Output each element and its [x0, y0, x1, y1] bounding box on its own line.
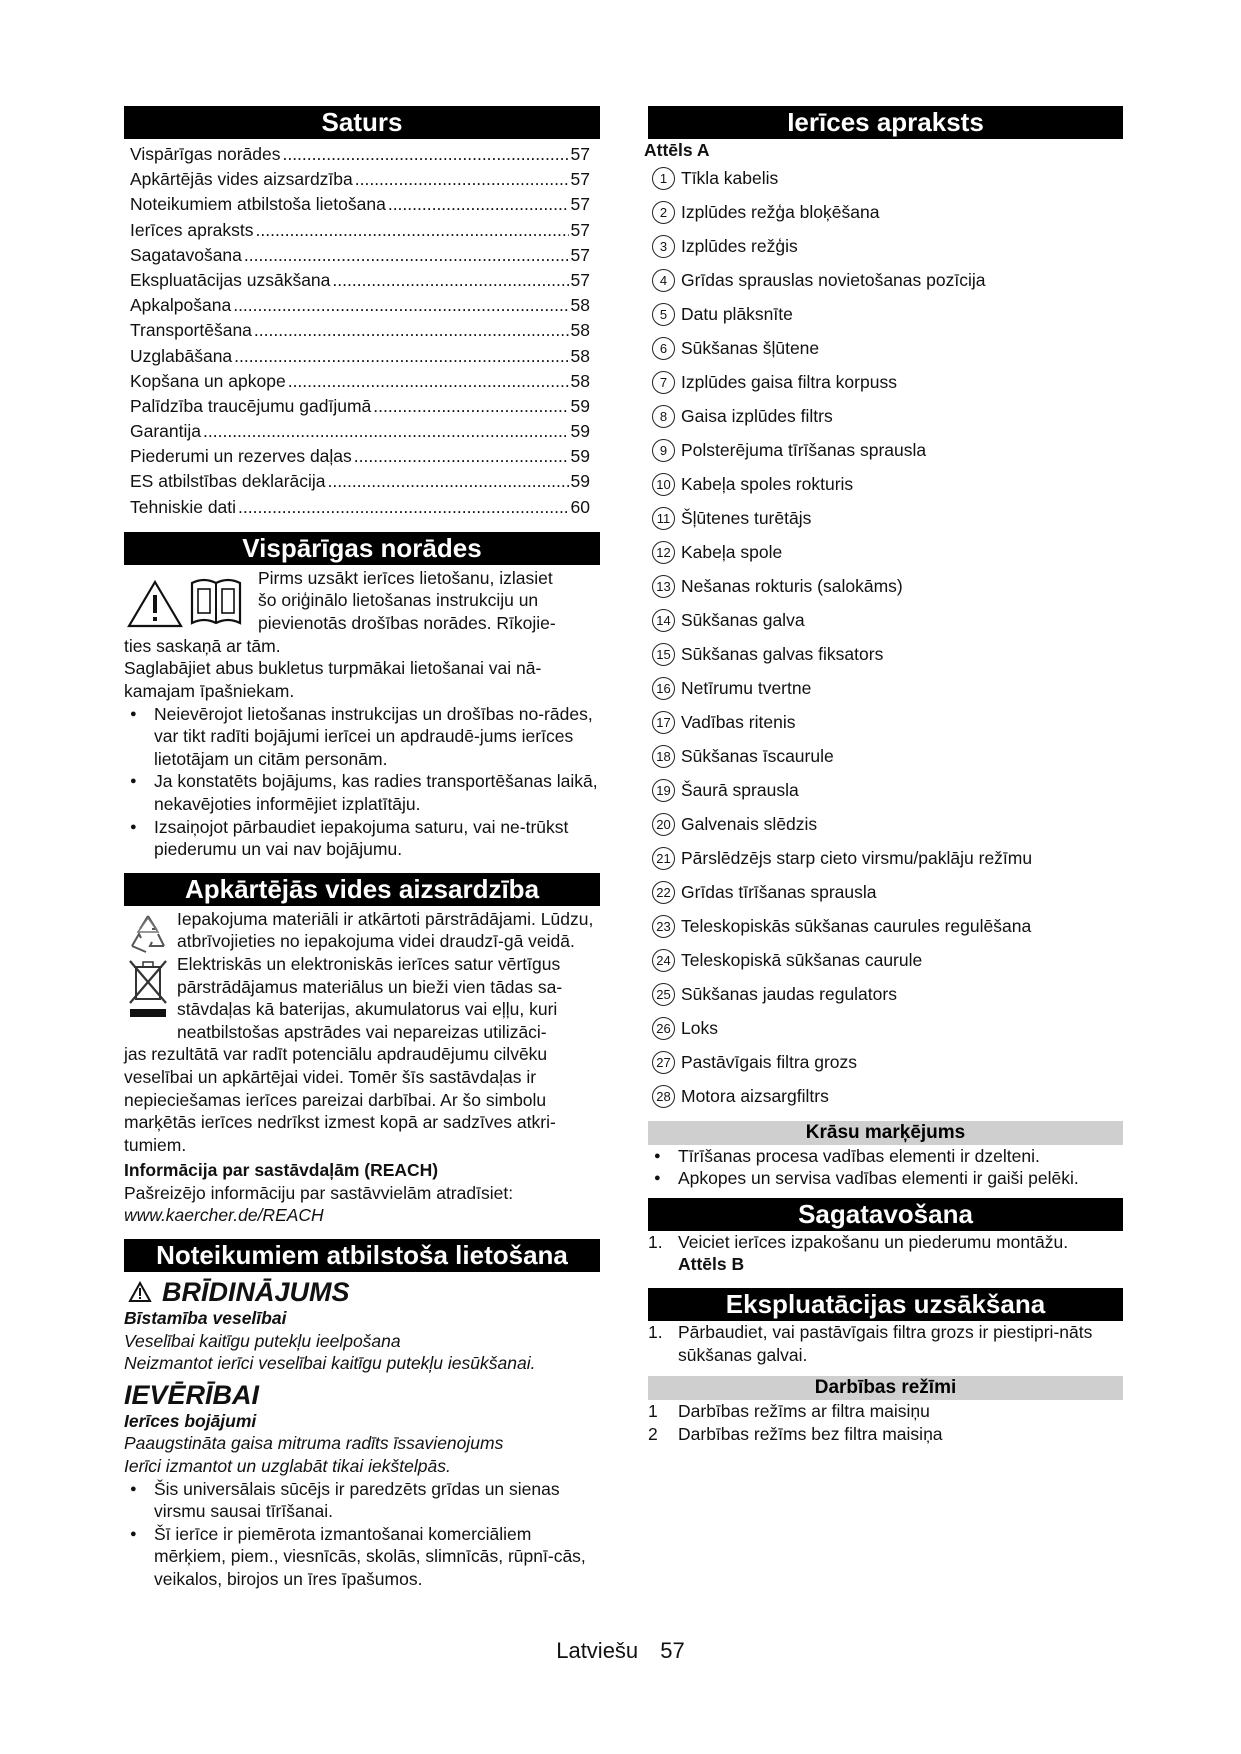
caution-title: IEVĒRĪBAI [124, 1379, 260, 1410]
list-item: ● Neievērojot lietošanas instrukcijas un drošības no-rādes, var tikt radīti bojājumi ierīcei un apdraudē-jums ierīces lietotājam un citām personām. [124, 703, 600, 771]
list-item: 19 Šaurā sprausla [648, 774, 1123, 808]
toc-row[interactable]: Noteikumiem atbilstoša lietošana ..... 57 [124, 192, 600, 217]
number-badge: 6 [652, 337, 675, 360]
list-item: 2 Izplūdes režģa bloķēšana [648, 196, 1123, 230]
list-item: 1 Tīkla kabelis [648, 162, 1123, 196]
number-badge: 19 [652, 779, 675, 802]
warning-triangle-icon [126, 579, 184, 629]
warning-title: BRĪDINĀJUMS [162, 1277, 350, 1308]
number-badge: 10 [652, 473, 675, 496]
list-item: 9 Polsterējuma tīrīšanas sprausla [648, 434, 1123, 468]
list-item: 27 Pastāvīgais filtra grozs [648, 1046, 1123, 1080]
list-item: 2 Darbības režīms bez filtra maisiņa [648, 1423, 943, 1444]
toc-row[interactable]: Uzglabāšana ..... 58 [124, 344, 600, 369]
number-badge: 20 [652, 813, 675, 836]
list-item: 23 Teleskopiskās sūkšanas caurules regulēšana [648, 910, 1123, 944]
list-item: 22 Grīdas tīrīšanas sprausla [648, 876, 1123, 910]
reach-link[interactable]: www.kaercher.de/REACH [124, 1205, 324, 1226]
warning-block [124, 1277, 600, 1375]
left-column [124, 106, 600, 1591]
toc-row[interactable]: Transportēšana ..... 58 [124, 318, 600, 343]
parts-list [648, 162, 1123, 1114]
number-badge: 28 [652, 1085, 675, 1108]
toc-row[interactable]: Apkalpošana ..... 58 [124, 293, 600, 318]
general-intro [124, 567, 600, 635]
toc-row[interactable]: Sagatavošana ..... 57 [124, 243, 600, 268]
table-of-contents [124, 142, 600, 520]
list-item: 28 Motora aizsargfiltrs [648, 1080, 1123, 1114]
reach-text: Pašreizējo informāciju par sastāvvielām atradīsiet: [124, 1182, 514, 1203]
list-item: ● Šī ierīce ir piemērota izmantošanai komerciāliem mērķiem, piem., viesnīcās, skolās, slimnīcās, rūpnī-cās, veikalos, birojos un īres īpašumos. [124, 1523, 600, 1591]
number-badge: 24 [652, 949, 675, 972]
number-badge: 4 [652, 269, 675, 292]
list-item: ● Izsaiņojot pārbaudiet iepakojuma saturu, vai ne-trūkst piederumu un vai nav bojājumu. [124, 816, 600, 861]
general-heading: Vispārīgas norādes [124, 532, 600, 565]
list-item: ● Ja konstatēts bojājums, kas radies transportēšanas laikā, nekavējoties informējiet izplatītāju. [124, 770, 600, 815]
environment-heading: Apkārtējās vides aizsardzība [124, 873, 600, 906]
preparation-heading: Sagatavošana [648, 1198, 1123, 1231]
number-badge: 13 [652, 575, 675, 598]
right-column [644, 106, 1123, 1445]
device-description-heading: Ierīces apraksts [648, 106, 1123, 139]
number-badge: 2 [652, 201, 675, 224]
list-item: 17 Vadības ritenis [648, 706, 1123, 740]
list-item: 7 Izplūdes gaisa filtra korpuss [648, 366, 1123, 400]
number-badge: 15 [652, 643, 675, 666]
list-item: 1 Darbības režīms ar filtra maisiņu [648, 1401, 930, 1422]
toc-row[interactable]: Piederumi un rezerves daļas ..... 59 [124, 444, 600, 469]
list-item: 15 Sūkšanas galvas fiksators [648, 638, 1123, 672]
list-item: 4 Grīdas sprauslas novietošanas pozīcija [648, 264, 1123, 298]
general-intro-line: ties saskaņā ar tām. [124, 635, 281, 656]
number-badge: 16 [652, 677, 675, 700]
toc-row[interactable]: Ekspluatācijas uzsākšana ..... 57 [124, 268, 600, 293]
intended-use-heading: Noteikumiem atbilstoša lietošana [124, 1239, 600, 1272]
warning-subtitle: Bīstamība veselībai [124, 1308, 287, 1329]
list-item: 24 Teleskopiskā sūkšanas caurule [648, 944, 1123, 978]
list-item: 21 Pārslēdzējs starp cieto virsmu/paklāju režīmu [648, 842, 1123, 876]
recycling-text: Iepakojuma materiāli ir atkārtoti pārstrādājami. Lūdzu, atbrīvojieties no iepakojuma videi draudzī-gā veidā. [177, 908, 594, 952]
general-intro-line: Pirms uzsākt ierīces lietošanu, izlasiet [258, 567, 553, 588]
color-bullets [648, 1145, 1123, 1190]
reach-title: Informācija par sastāvdaļām (REACH) [124, 1160, 439, 1181]
list-item: 26 Loks [648, 1012, 1123, 1046]
number-badge: 27 [652, 1051, 675, 1074]
startup-heading: Ekspluatācijas uzsākšana [648, 1288, 1123, 1321]
toc-row[interactable]: Palīdzība traucējumu gadījumā ..... 59 [124, 394, 600, 419]
list-item: 18 Sūkšanas īscaurule [648, 740, 1123, 774]
weee-text-continued: jas rezultātā var radīt potenciālu apdraudējumu cilvēku veselībai un apkārtējai videi. Tomēr šīs sastāvdaļas ir nepieciešamas ierīces pareizai darbībai. Ar šo simbolu marķētās ierīces nedrīkst izmest kopā ar sadzīves atkri-tumiem. [124, 1044, 556, 1155]
caution-subtitle: Ierīces bojājumi [124, 1410, 257, 1431]
number-badge: 3 [652, 235, 675, 258]
caution-line: Paaugstināta gaisa mitruma radīts īssavienojums [124, 1433, 504, 1454]
warning-line: Neizmantot ierīci veselībai kaitīgu putekļu iesūkšanai. [124, 1353, 536, 1374]
warning-line: Veselībai kaitīgu putekļu ieelpošana [124, 1330, 401, 1351]
number-badge: 25 [652, 983, 675, 1006]
number-badge: 18 [652, 745, 675, 768]
number-badge: 26 [652, 1017, 675, 1040]
manual-book-icon [188, 573, 244, 629]
list-item: ● Apkopes un servisa vadības elementi ir gaiši pelēki. [648, 1167, 1123, 1190]
crossed-bin-icon [126, 957, 170, 1019]
figure-b-label: Attēls B [678, 1254, 745, 1275]
list-item: 3 Izplūdes režģis [648, 230, 1123, 264]
recycling-block [124, 908, 600, 953]
toc-row[interactable]: Garantija ..... 59 [124, 419, 600, 444]
list-item: 14 Sūkšanas galva [648, 604, 1123, 638]
general-paragraph: Saglabājiet abus bukletus turpmākai lietošanai vai nā-kamajam īpašniekam. [124, 658, 542, 701]
list-item: 8 Gaisa izplūdes filtrs [648, 400, 1123, 434]
number-badge: 8 [652, 405, 675, 428]
number-badge: 22 [652, 881, 675, 904]
number-badge: 9 [652, 439, 675, 462]
weee-block [124, 953, 600, 1043]
list-item: 10 Kabeļa spoles rokturis [648, 468, 1123, 502]
list-item: 6 Sūkšanas šļūtene [648, 332, 1123, 366]
page-footer [0, 1638, 1241, 1664]
general-intro-line: šo oriģinālo lietošanas instrukciju un [258, 590, 539, 611]
toc-row[interactable]: Ierīces apraksts ..... 57 [124, 218, 600, 243]
startup-step: 1. Pārbaudiet, vai pastāvīgais filtra grozs ir piestipri-nāts sūkšanas galvai. [648, 1321, 1093, 1365]
general-intro-line: pievienotās drošības norādes. Rīkojie- [258, 613, 556, 633]
warning-small-icon [128, 1281, 152, 1303]
list-item: 11 Šļūtenes turētājs [648, 502, 1123, 536]
toc-heading: Saturs [124, 106, 600, 139]
list-item: ● Šis universālais sūcējs ir paredzēts grīdas un sienas virsmu sausai tīrīšanai. [124, 1478, 600, 1523]
general-bullets [124, 703, 600, 861]
preparation-step: 1. Veiciet ierīces izpakošanu un piederumu montāžu. [648, 1231, 1069, 1252]
toc-row[interactable]: ES atbilstības deklarācija ..... 59 [124, 469, 600, 494]
use-bullets [124, 1478, 600, 1591]
toc-row[interactable]: Kopšana un apkope ..... 58 [124, 369, 600, 394]
number-badge: 21 [652, 847, 675, 870]
number-badge: 11 [652, 507, 675, 530]
list-item: 12 Kabeļa spole [648, 536, 1123, 570]
toc-row[interactable]: Apkārtējās vides aizsardzība ..... 57 [124, 167, 600, 192]
list-item: 5 Datu plāksnīte [648, 298, 1123, 332]
list-item: ● Tīrīšanas procesa vadības elementi ir dzelteni. [648, 1145, 1123, 1168]
list-item: 20 Galvenais slēdzis [648, 808, 1123, 842]
number-badge: 17 [652, 711, 675, 734]
number-badge: 14 [652, 609, 675, 632]
number-badge: 7 [652, 371, 675, 394]
list-item: 16 Netīrumu tvertne [648, 672, 1123, 706]
number-badge: 12 [652, 541, 675, 564]
number-badge: 23 [652, 915, 675, 938]
list-item: 25 Sūkšanas jaudas regulators [648, 978, 1123, 1012]
weee-text: Elektriskās un elektroniskās ierīces satur vērtīgus pārstrādājamus materiālus un bieži vien tādas sa-stāvdaļas kā baterijas, akumulatorus vai eļļu, kuri neatbilstošas apstrādes vai nepareizas utilizāci- [177, 953, 563, 1042]
caution-line: Ierīci izmantot un uzglabāt tikai iekštelpās. [124, 1456, 451, 1477]
page-number: 57 [660, 1638, 685, 1663]
color-coding-heading: Krāsu marķējums [648, 1121, 1123, 1145]
figure-a-label: Attēls A [644, 140, 710, 160]
toc-row[interactable]: Tehniskie dati ..... 60 [124, 495, 600, 520]
number-badge: 1 [652, 167, 675, 190]
recycle-icon [126, 912, 170, 956]
footer-language: Latviešu [556, 1638, 639, 1663]
operating-modes-heading: Darbības režīmi [648, 1376, 1123, 1400]
operating-modes-list [648, 1400, 1123, 1445]
caution-block [124, 1380, 600, 1478]
list-item: 13 Nešanas rokturis (salokāms) [648, 570, 1123, 604]
toc-row[interactable]: Vispārīgas norādes ..... 57 [124, 142, 600, 167]
number-badge: 5 [652, 303, 675, 326]
